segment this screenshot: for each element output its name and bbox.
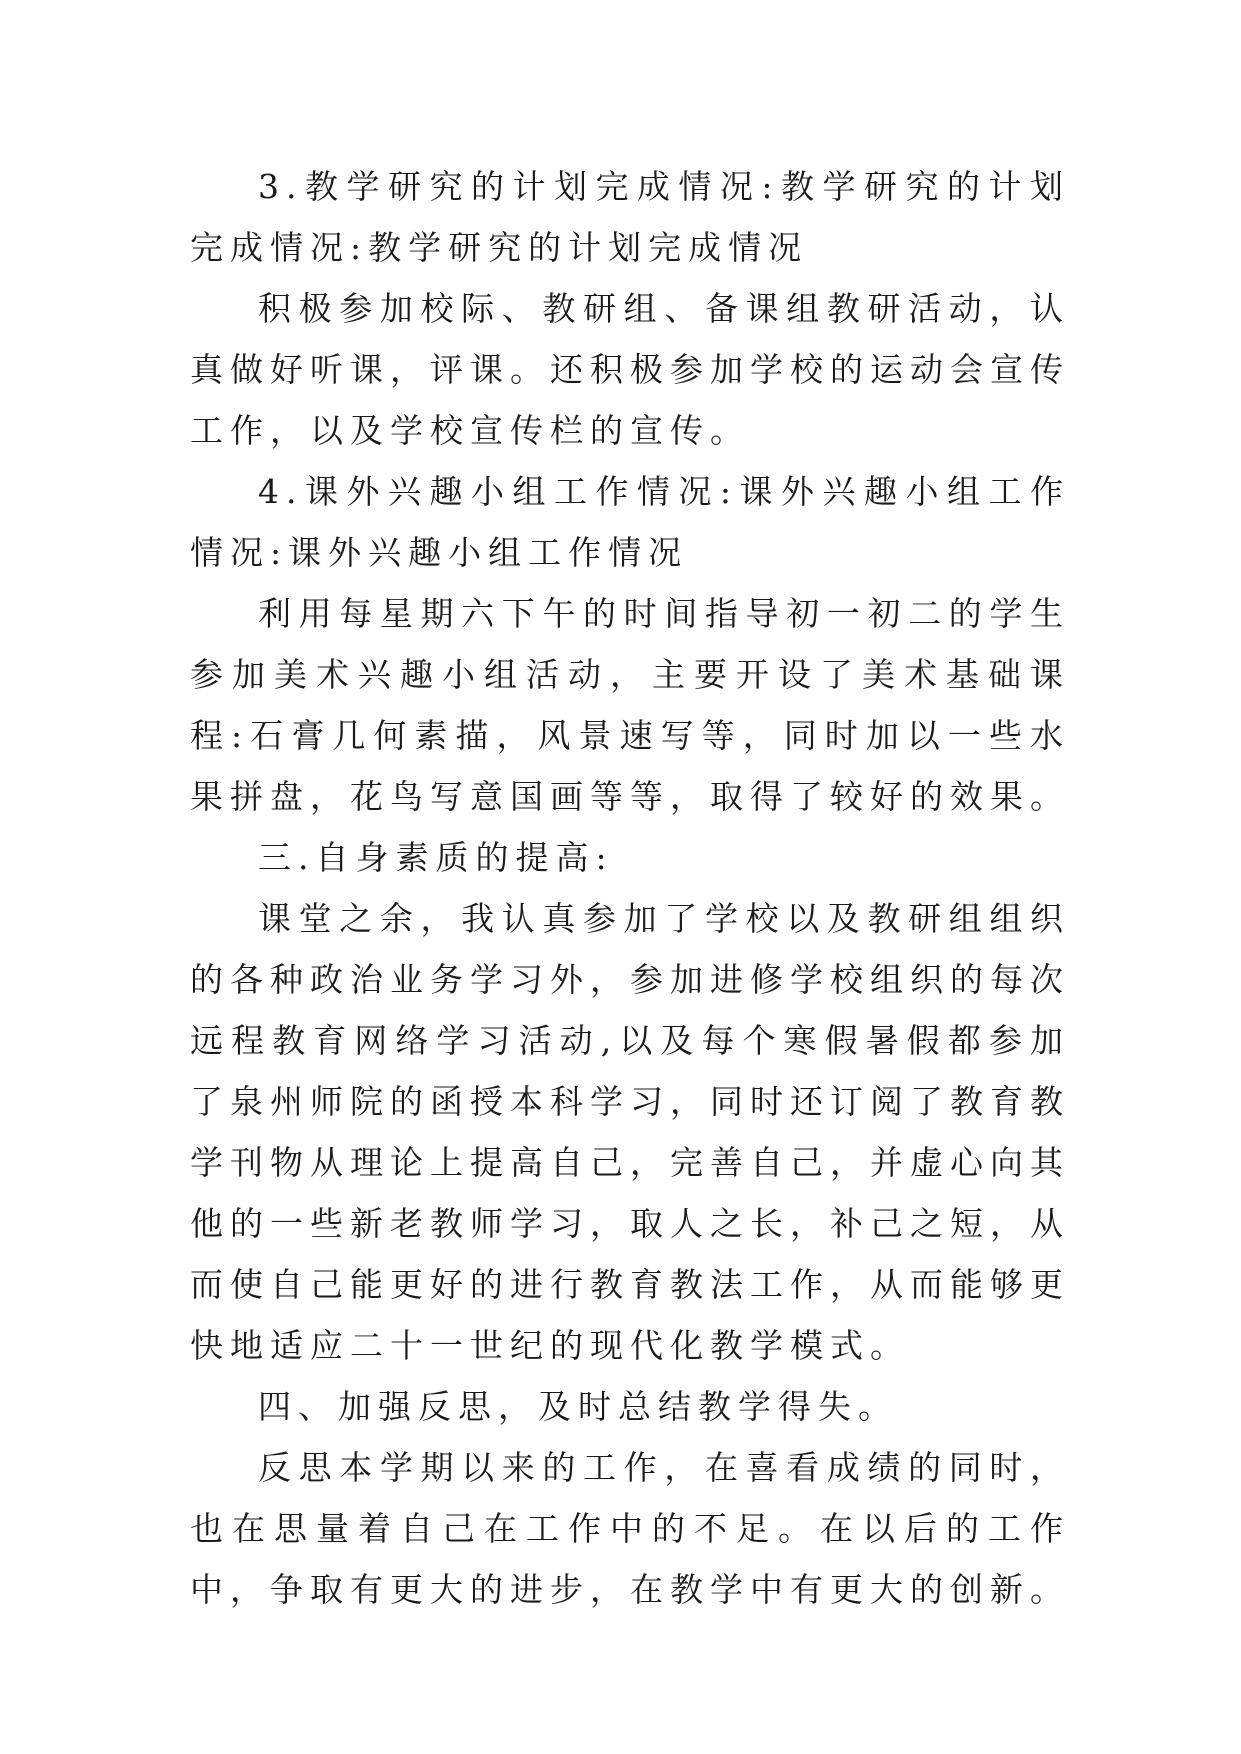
paragraph-interest-group: 利用每星期六下午的时间指导初一初二的学生参加美术兴趣小组活动，主要开设了美术基础课程:石膏几何素描，风景速写等，同时加以一些水果拼盘，花鸟写意国画等等，取得了较好的效果。 (190, 594, 1070, 816)
section-heading-reflection: 四、加强反思，及时总结教学得失。 (258, 1387, 898, 1426)
section-heading-teaching-research: 3.教学研究的计划完成情况:教学研究的计划完成情况:教学研究的计划完成情况 (190, 167, 1070, 267)
paragraph-teaching-research: 积极参加校际、教研组、备课组教研活动，认真做好听课，评课。还积极参加学校的运动会宣传工作，以及学校宣传栏的宣传。 (190, 289, 1070, 450)
section-heading-interest-group: 4.课外兴趣小组工作情况:课外兴趣小组工作情况:课外兴趣小组工作情况 (190, 472, 1070, 572)
document-body (190, 156, 1070, 1620)
paragraph-reflection: 反思本学期以来的工作，在喜看成绩的同时，也在思量着自己在工作中的不足。在以后的工作中，争取有更大的进步，在教学中有更大的创新。 (190, 1448, 1070, 1609)
section-heading-self-improvement: 三.自身素质的提高: (258, 838, 614, 877)
paragraph-self-improvement: 课堂之余，我认真参加了学校以及教研组组织的各种政治业务学习外，参加进修学校组织的每次远程教育网络学习活动,以及每个寒假暑假都参加了泉州师院的函授本科学习，同时还订阅了教育教学刊物从理论上提高自己，完善自己，并虚心向其他的一些新老教师学习，取人之长，补己之短，从而使自己能更好的进行教育教法工作，从而能够更快地适应二十一世纪的现代化教学模式。 (190, 899, 1070, 1365)
